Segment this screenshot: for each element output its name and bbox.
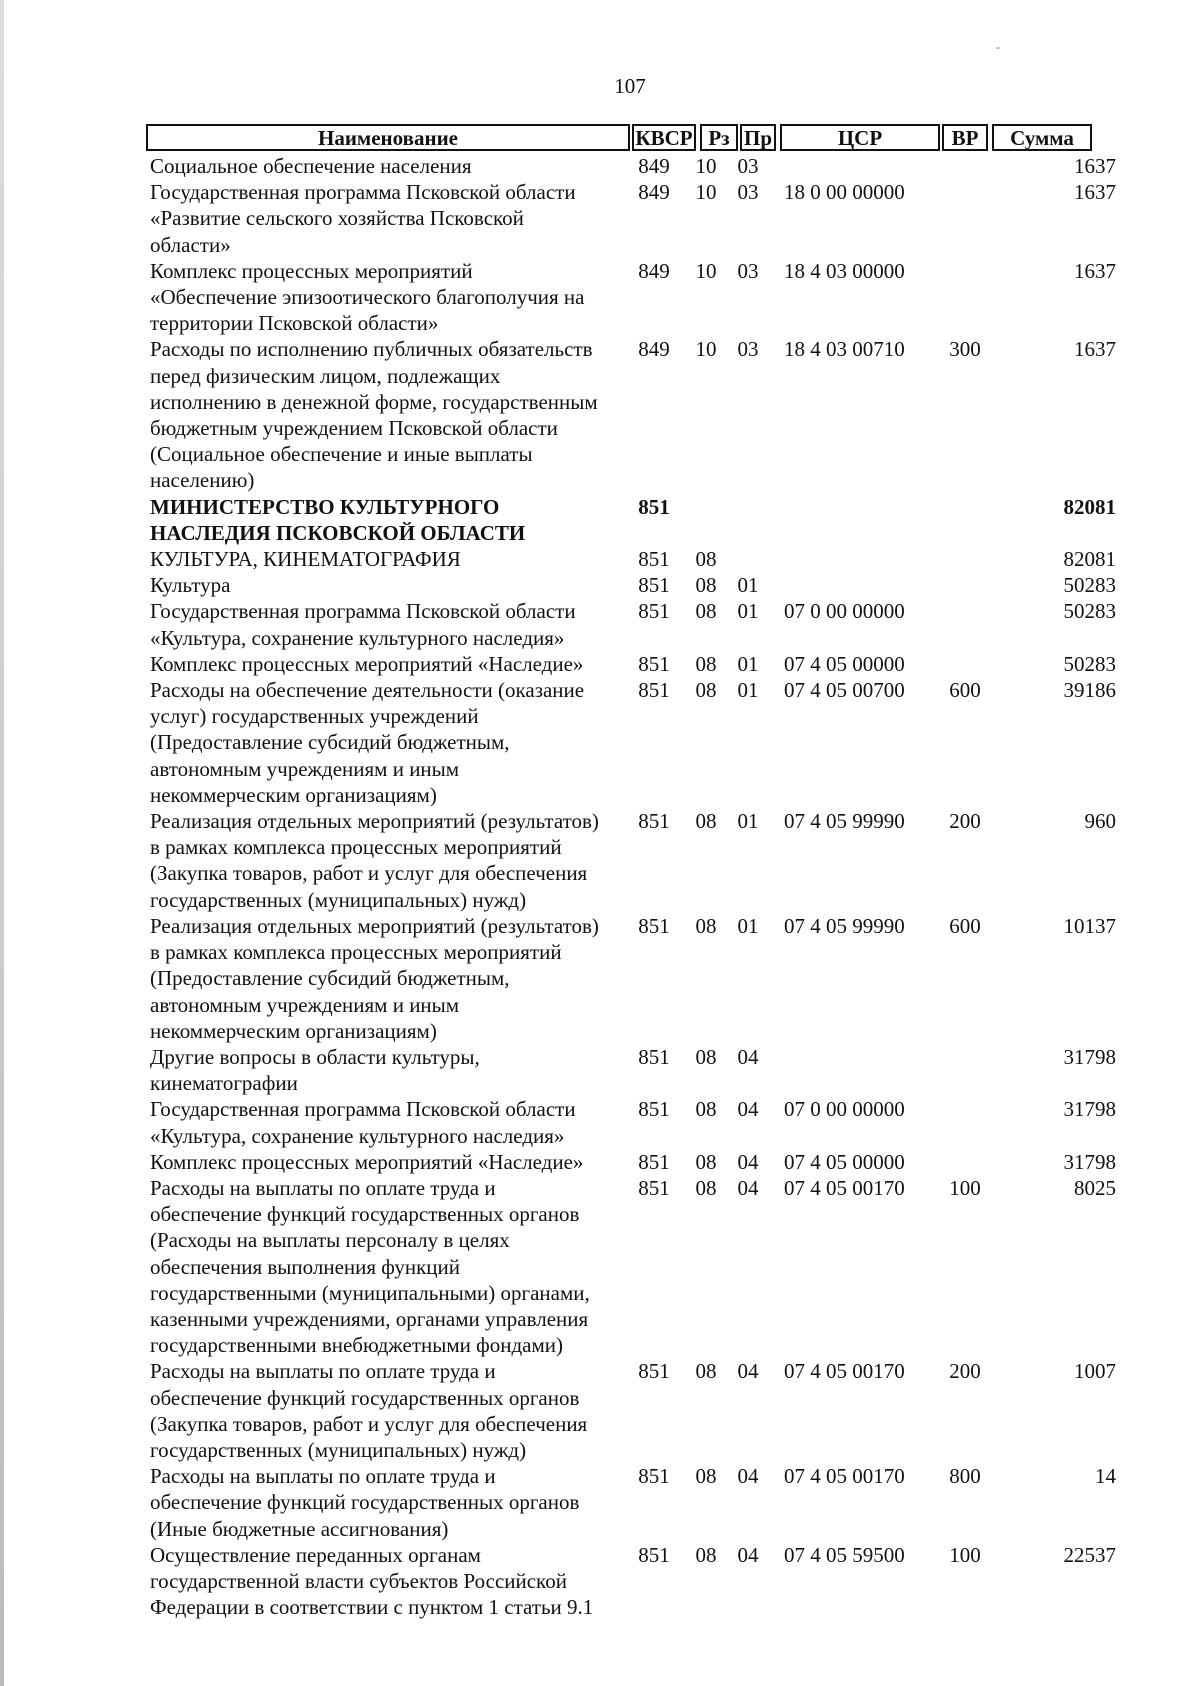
cell-name-line: в рамках комплекса процессных мероприятий bbox=[150, 835, 562, 860]
cell-sum: 22537 bbox=[1063, 1542, 1116, 1567]
table-row bbox=[146, 651, 1116, 677]
table-row bbox=[146, 336, 1116, 493]
cell-name-line: Государственная программа Псковской области bbox=[150, 1097, 576, 1122]
cell-name-line: «Развитие сельского хозяйства Псковской bbox=[150, 206, 524, 231]
cell-name-line: обеспечения выполнения функций bbox=[150, 1254, 461, 1279]
cell-name bbox=[146, 494, 624, 546]
cell-vr: 600 bbox=[949, 913, 981, 938]
cell-name-line: Государственная программа Псковской области bbox=[150, 180, 576, 205]
cell-rz: 08 bbox=[695, 573, 717, 598]
cell-name-line: обеспечение функций государственных органов bbox=[150, 1490, 580, 1515]
cell-name-line: «Культура, сохранение культурного наследия» bbox=[150, 1123, 565, 1148]
cell-rz: 10 bbox=[695, 337, 717, 362]
cell-kvsr: 851 bbox=[638, 547, 670, 572]
cell-name-line: Расходы на выплаты по оплате труда и bbox=[150, 1359, 496, 1384]
cell-name-line: государственной власти субъектов Российской bbox=[150, 1568, 567, 1593]
cell-kvsr: 851 bbox=[638, 1175, 670, 1200]
cell-vr: 200 bbox=[949, 809, 981, 834]
cell-name bbox=[146, 1463, 624, 1542]
header-kvsr: КВСР bbox=[632, 124, 696, 151]
cell-sum: 50283 bbox=[1063, 573, 1116, 598]
cell-rz: 08 bbox=[695, 651, 717, 676]
cell-rz: 08 bbox=[695, 1097, 717, 1122]
cell-name bbox=[146, 913, 624, 1044]
cell-vr: 800 bbox=[949, 1464, 981, 1489]
cell-name-line: (Закупка товаров, работ и услуг для обеспечения bbox=[150, 1411, 588, 1436]
cell-sum: 1637 bbox=[1074, 337, 1116, 362]
cell-kvsr: 849 bbox=[638, 337, 670, 362]
cell-name-line: Комплекс процессных мероприятий bbox=[150, 258, 473, 283]
cell-name-line: (Социальное обеспечение и иные выплаты bbox=[150, 442, 533, 467]
cell-rz: 08 bbox=[695, 599, 717, 624]
cell-name bbox=[146, 1542, 624, 1621]
cell-name bbox=[146, 179, 624, 258]
cell-pr: 01 bbox=[737, 651, 759, 676]
cell-kvsr: 851 bbox=[638, 913, 670, 938]
cell-name-line: казенными учреждениями, органами управления bbox=[150, 1306, 589, 1331]
cell-name bbox=[146, 1044, 624, 1096]
cell-name bbox=[146, 258, 624, 337]
cell-sum: 31798 bbox=[1063, 1044, 1116, 1069]
table-row bbox=[146, 572, 1116, 598]
cell-name bbox=[146, 1175, 624, 1358]
cell-rz: 08 bbox=[695, 678, 717, 703]
table-row bbox=[146, 808, 1116, 913]
cell-name-line: населению) bbox=[150, 468, 255, 493]
cell-kvsr: 851 bbox=[638, 1542, 670, 1567]
cell-rz: 08 bbox=[695, 547, 717, 572]
cell-name-line: услуг) государственных учреждений bbox=[150, 704, 479, 729]
cell-kvsr: 851 bbox=[638, 573, 670, 598]
cell-pr: 03 bbox=[737, 154, 759, 178]
table-row bbox=[146, 1096, 1116, 1148]
cell-name-line: (Иные бюджетные ассигнования) bbox=[150, 1516, 449, 1541]
cell-csr: 07 4 05 00000 bbox=[784, 1149, 905, 1174]
cell-csr: 18 4 03 00000 bbox=[784, 258, 905, 283]
cell-name-line: Комплекс процессных мероприятий «Наследие» bbox=[150, 1149, 584, 1174]
cell-sum: 39186 bbox=[1063, 678, 1116, 703]
cell-pr: 01 bbox=[737, 913, 759, 938]
cell-name bbox=[146, 1149, 624, 1175]
table-row bbox=[146, 1175, 1116, 1358]
cell-sum: 1637 bbox=[1074, 180, 1116, 205]
cell-name bbox=[146, 598, 624, 650]
cell-rz: 08 bbox=[695, 1542, 717, 1567]
cell-pr: 03 bbox=[737, 258, 759, 283]
cell-name-line: Реализация отдельных мероприятий (результатов) bbox=[150, 809, 599, 834]
cell-rz: 10 bbox=[695, 258, 717, 283]
table-body bbox=[146, 153, 1116, 1620]
cell-name-line: государственных (муниципальных) нужд) bbox=[150, 1437, 527, 1462]
cell-kvsr: 849 bbox=[638, 180, 670, 205]
budget-table bbox=[146, 123, 1116, 1620]
cell-pr: 04 bbox=[737, 1464, 759, 1489]
cell-pr: 04 bbox=[737, 1044, 759, 1069]
cell-sum: 14 bbox=[1095, 1464, 1116, 1489]
cell-rz: 08 bbox=[695, 1464, 717, 1489]
cell-csr: 18 4 03 00710 bbox=[784, 337, 905, 362]
cell-name bbox=[146, 1096, 624, 1148]
table-header bbox=[146, 123, 1116, 153]
header-sum: Сумма bbox=[992, 124, 1092, 151]
cell-csr: 07 4 05 99990 bbox=[784, 913, 905, 938]
cell-name-line: обеспечение функций государственных органов bbox=[150, 1385, 580, 1410]
cell-name bbox=[146, 677, 624, 808]
cell-name-line: Расходы на обеспечение деятельности (оказание bbox=[150, 678, 585, 703]
cell-rz: 10 bbox=[695, 154, 717, 178]
cell-name-line: (Предоставление субсидий бюджетным, bbox=[150, 966, 510, 991]
cell-csr: 07 4 05 00170 bbox=[784, 1464, 905, 1489]
header-csr: ЦСР bbox=[780, 124, 940, 151]
table-row bbox=[146, 546, 1116, 572]
cell-pr: 01 bbox=[737, 573, 759, 598]
cell-kvsr: 851 bbox=[638, 494, 670, 519]
table-row bbox=[146, 258, 1116, 337]
cell-pr: 01 bbox=[737, 809, 759, 834]
cell-name-line: МИНИСТЕРСТВО КУЛЬТУРНОГО bbox=[150, 494, 500, 519]
cell-sum: 960 bbox=[1084, 809, 1116, 834]
cell-name-line: Культура bbox=[150, 573, 231, 598]
cell-name-line: государственными (муниципальными) органами, bbox=[150, 1280, 590, 1305]
header-name: Наименование bbox=[146, 124, 630, 151]
cell-csr: 07 4 05 00170 bbox=[784, 1175, 905, 1200]
cell-name bbox=[146, 153, 624, 179]
cell-csr: 07 4 05 00700 bbox=[784, 678, 905, 703]
cell-kvsr: 851 bbox=[638, 1464, 670, 1489]
table-row bbox=[146, 598, 1116, 650]
cell-name-line: Расходы на выплаты по оплате труда и bbox=[150, 1464, 496, 1489]
cell-name-line: кинематографии bbox=[150, 1071, 298, 1096]
cell-rz: 08 bbox=[695, 809, 717, 834]
cell-name-line: (Закупка товаров, работ и услуг для обеспечения bbox=[150, 861, 588, 886]
cell-name-line: Социальное обеспечение населения bbox=[150, 154, 472, 178]
cell-pr: 04 bbox=[737, 1149, 759, 1174]
cell-kvsr: 851 bbox=[638, 1149, 670, 1174]
cell-name bbox=[146, 1358, 624, 1463]
cell-name-line: НАСЛЕДИЯ ПСКОВСКОЙ ОБЛАСТИ bbox=[150, 520, 526, 545]
table-row bbox=[146, 179, 1116, 258]
table-row bbox=[146, 1044, 1116, 1096]
cell-name-line: территории Псковской области» bbox=[150, 311, 439, 336]
cell-name bbox=[146, 651, 624, 677]
cell-csr: 07 4 05 99990 bbox=[784, 809, 905, 834]
table-row bbox=[146, 494, 1116, 546]
cell-vr: 300 bbox=[949, 337, 981, 362]
cell-kvsr: 851 bbox=[638, 651, 670, 676]
header-rz: Рз bbox=[700, 124, 738, 151]
cell-name-line: Осуществление переданных органам bbox=[150, 1542, 481, 1567]
cell-kvsr: 851 bbox=[638, 1097, 670, 1122]
cell-name-line: государственными внебюджетными фондами) bbox=[150, 1333, 564, 1358]
cell-name-line: «Обеспечение эпизоотического благополучия на bbox=[150, 285, 585, 310]
cell-rz: 08 bbox=[695, 1149, 717, 1174]
table-row bbox=[146, 1542, 1116, 1621]
cell-sum: 31798 bbox=[1063, 1149, 1116, 1174]
cell-name-line: Реализация отдельных мероприятий (результатов) bbox=[150, 913, 599, 938]
header-vr: ВР bbox=[942, 124, 988, 151]
cell-pr: 03 bbox=[737, 337, 759, 362]
cell-name-line: Государственная программа Псковской области bbox=[150, 599, 576, 624]
cell-name-line: некоммерческим организациям) bbox=[150, 1018, 437, 1043]
cell-name-line: области» bbox=[150, 232, 231, 257]
cell-name-line: КУЛЬТУРА, КИНЕМАТОГРАФИЯ bbox=[150, 547, 461, 572]
cell-name-line: Другие вопросы в области культуры, bbox=[150, 1044, 480, 1069]
header-pr: Пр bbox=[740, 124, 776, 151]
cell-sum: 50283 bbox=[1063, 651, 1116, 676]
cell-sum: 1637 bbox=[1074, 154, 1116, 178]
cell-name bbox=[146, 336, 624, 493]
cell-kvsr: 851 bbox=[638, 809, 670, 834]
cell-pr: 01 bbox=[737, 599, 759, 624]
cell-name-line: Расходы по исполнению публичных обязательств bbox=[150, 337, 593, 362]
cell-name-line: автономным учреждениям и иным bbox=[150, 756, 460, 781]
cell-sum: 50283 bbox=[1063, 599, 1116, 624]
cell-rz: 08 bbox=[695, 1175, 717, 1200]
cell-kvsr: 851 bbox=[638, 678, 670, 703]
cell-sum: 10137 bbox=[1063, 913, 1116, 938]
cell-kvsr: 849 bbox=[638, 154, 670, 178]
cell-csr: 07 4 05 00170 bbox=[784, 1359, 905, 1384]
cell-name bbox=[146, 572, 624, 598]
cell-name-line: в рамках комплекса процессных мероприятий bbox=[150, 940, 562, 965]
cell-name-line: Расходы на выплаты по оплате труда и bbox=[150, 1175, 496, 1200]
cell-pr: 03 bbox=[737, 180, 759, 205]
cell-csr: 07 0 00 00000 bbox=[784, 599, 905, 624]
cell-pr: 04 bbox=[737, 1097, 759, 1122]
cell-name-line: (Расходы на выплаты персоналу в целях bbox=[150, 1228, 510, 1253]
cell-sum: 1637 bbox=[1074, 258, 1116, 283]
page-number: 107 bbox=[614, 74, 646, 98]
cell-name-line: Федерации в соответствии с пунктом 1 статьи 9.1 bbox=[150, 1595, 594, 1620]
cell-name-line: некоммерческим организациям) bbox=[150, 782, 437, 807]
cell-vr: 100 bbox=[949, 1175, 981, 1200]
cell-vr: 100 bbox=[949, 1542, 981, 1567]
cell-sum: 8025 bbox=[1074, 1175, 1116, 1200]
cell-name-line: обеспечение функций государственных органов bbox=[150, 1202, 580, 1227]
cell-name-line: (Предоставление субсидий бюджетным, bbox=[150, 730, 510, 755]
cell-name-line: перед физическим лицом, подлежащих bbox=[150, 363, 501, 388]
cell-rz: 08 bbox=[695, 1044, 717, 1069]
cell-vr: 600 bbox=[949, 678, 981, 703]
table-row bbox=[146, 1463, 1116, 1542]
cell-pr: 04 bbox=[737, 1359, 759, 1384]
cell-pr: 01 bbox=[737, 678, 759, 703]
cell-name-line: исполнению в денежной форме, государственным bbox=[150, 389, 598, 414]
cell-name bbox=[146, 546, 624, 572]
cell-kvsr: 851 bbox=[638, 599, 670, 624]
cell-name-line: автономным учреждениям и иным bbox=[150, 992, 460, 1017]
cell-csr: 07 4 05 00000 bbox=[784, 651, 905, 676]
cell-kvsr: 851 bbox=[638, 1359, 670, 1384]
cell-name-line: Комплекс процессных мероприятий «Наследие» bbox=[150, 651, 584, 676]
cell-kvsr: 851 bbox=[638, 1044, 670, 1069]
cell-csr: 18 0 00 00000 bbox=[784, 180, 905, 205]
cell-sum: 1007 bbox=[1074, 1359, 1116, 1384]
cell-rz: 08 bbox=[695, 1359, 717, 1384]
cell-name-line: «Культура, сохранение культурного наследия» bbox=[150, 625, 565, 650]
table-row bbox=[146, 677, 1116, 808]
cell-sum: 82081 bbox=[1063, 494, 1116, 519]
table-row bbox=[146, 153, 1116, 179]
cell-pr: 04 bbox=[737, 1175, 759, 1200]
cell-pr: 04 bbox=[737, 1542, 759, 1567]
cell-name-line: бюджетным учреждением Псковской области bbox=[150, 416, 558, 441]
cell-csr: 07 0 00 00000 bbox=[784, 1097, 905, 1122]
cell-rz: 10 bbox=[695, 180, 717, 205]
cell-sum: 82081 bbox=[1063, 547, 1116, 572]
cell-sum: 31798 bbox=[1063, 1097, 1116, 1122]
table-row bbox=[146, 1149, 1116, 1175]
cell-kvsr: 849 bbox=[638, 258, 670, 283]
scan-mark: - bbox=[996, 40, 1000, 54]
cell-name bbox=[146, 808, 624, 913]
table-row bbox=[146, 913, 1116, 1044]
cell-name-line: государственных (муниципальных) нужд) bbox=[150, 887, 527, 912]
cell-vr: 200 bbox=[949, 1359, 981, 1384]
cell-csr: 07 4 05 59500 bbox=[784, 1542, 905, 1567]
scan-edge bbox=[0, 0, 4, 1686]
cell-rz: 08 bbox=[695, 913, 717, 938]
table-row bbox=[146, 1358, 1116, 1463]
